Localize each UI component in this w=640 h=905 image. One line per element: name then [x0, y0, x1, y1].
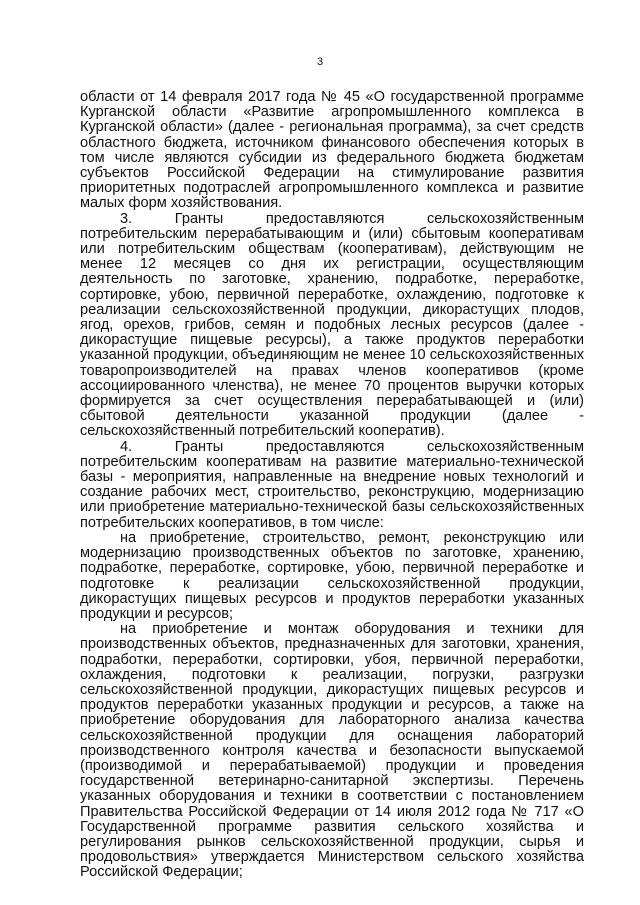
paragraph-item-construction: на приобретение, строительство, ремонт, реконструкцию или модернизацию производственных объектов по заготовке, хранению, подработке, переработке, сортировке, убою, первичной переработке и подготовке к реализации сельскохозяйственной продукции, дикорастущих пищевых ресурсов и продуктов переработки указанных продукции и ресурсов;: [80, 529, 584, 622]
paragraph-clause-4: 4. Гранты предоставляются сельскохозяйственным потребительским кооперативам на развитие материально-технической базы - мероприятия, направленные на внедрение новых технологий и создание рабочих мест, строительство, реконструкцию, модернизацию или приобретение материально-технической базы сельскохозяйственных потребительских кооперативов, в том числе:: [80, 438, 584, 531]
paragraph-clause-3: 3. Гранты предоставляются сельскохозяйственным потребительским перерабатывающим и (или) сбытовым кооперативам или потребительским обществам (кооперативам), действующим не менее 12 месяцев со дня их регистрации, осуществляющим деятельность по заготовке, хранению, подработке, переработке, сортировке, убою, первичной переработке, охлаждению, подготовке к реализации сельскохозяйственной продукции, дикорастущих плодов, ягод, орехов, грибов, семян и подобных лесных ресурсов (далее - дикорастущие пищевые ресурсы), а также продуктов переработки указанной продукции, объединяющим не менее 10 сельскохозяйственных товаропроизводителей на правах членов кооперативов (кроме ассоциированного членства), не менее 70 процентов выручки которых формируется за счет осуществления перерабатывающей и (или) сбытовой деятельности указанной продукции (далее - сельскохозяйственный потребительский кооператив).: [80, 210, 584, 440]
paragraph-intro-continuation: области от 14 февраля 2017 года № 45 «О государственной программе Курганской области «Развитие агропромышленного комплекса в Курганской области» (далее - региональная программа), за счет средств областного бюджета, источником финансового обеспечения которых в том числе являются субсидии из федерального бюджета бюджетам субъектов Российской Федерации на стимулирование развития приоритетных подотраслей агропромышленного комплекса и развитие малых форм хозяйствования.: [80, 89, 584, 212]
page-number: 3: [316, 56, 324, 68]
document-body: [80, 90, 584, 881]
paragraph-item-equipment: на приобретение и монтаж оборудования и техники для производственных объектов, предназначенных для заготовки, хранения, подработки, переработки, сортировки, убоя, первичной переработки, охлаждения, подготовки к реализации, погрузки, разгрузки сельскохозяйственной продукции, дикорастущих пищевых ресурсов и продуктов переработки указанных продукции и ресурсов, а также на приобретение оборудования для лабораторного анализа качества сельскохозяйственной продукции для оснащения лабораторий производственного контроля качества и безопасности выпускаемой (производимой и перерабатываемой) продукции и проведения государственной ветеринарно-санитарной экспертизы. Перечень указанных оборудования и техники в соответствии с постановлением Правительства Российской Федерации от 14 июля 2012 года № 717 «О Государственной программе развития сельского хозяйства и регулирования рынков сельскохозяйственной продукции, сырья и продовольствия» утверждается Министерством сельского хозяйства Российской Федерации;: [80, 621, 584, 881]
